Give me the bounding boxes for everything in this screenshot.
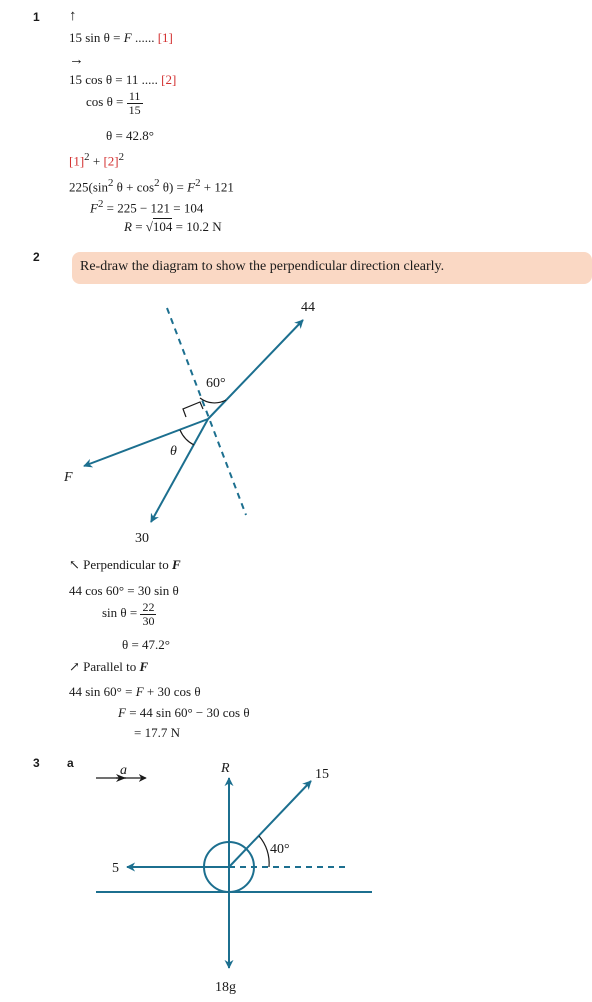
perpendicular-dashed-line (167, 308, 246, 515)
q1-combine: $[1]^2 + [2]^2$ (69, 151, 125, 169)
q3-force-diagram (96, 761, 372, 995)
question-number-3: 3 (33, 756, 40, 770)
force-44-arrow (208, 320, 303, 419)
q2-force-diagram (63, 300, 315, 546)
question-number-2: 2 (33, 250, 40, 264)
right-angle-marker (183, 402, 203, 417)
q1-equation-1: 15 sin θ = F ...... [1] (69, 30, 173, 45)
angle-theta-arc (180, 430, 194, 445)
part-a-label: a (67, 756, 74, 770)
question-number-1: 1 (33, 10, 40, 24)
q1-f-squared: $F^2 = 225 - 121 = 104$ (90, 198, 204, 216)
label-44: 44 (301, 300, 315, 315)
label-30: 30 (135, 531, 149, 546)
label-18g: 18g (215, 980, 236, 995)
q2-par-equation-1: 44 sin 60° = F + 30 cos θ (69, 684, 201, 699)
perpendicular-heading: ↖ Perpendicular to F (69, 557, 181, 572)
q2-perp-equation: 44 cos 60° = 30 sin θ (69, 583, 179, 598)
q1-cos-fraction: cos θ = $\frac{11}{15}$ (86, 89, 141, 117)
label-5: 5 (112, 861, 119, 876)
label-60-degrees: 60° (206, 376, 226, 391)
angle-40-arc (259, 836, 269, 867)
up-arrow: ↑ (69, 8, 77, 24)
label-f: F (64, 470, 73, 485)
label-theta: θ (170, 444, 177, 459)
q1-expand: $225(\sin^2$ $\theta + \cos^2 \theta) = F^2 + 121$ (69, 177, 234, 195)
q2-theta-result: θ = 47.2° (122, 637, 171, 652)
right-arrow: → (69, 52, 84, 68)
tip-note: Re-draw the diagram to show the perpendicular direction clearly. (72, 252, 592, 284)
q1-theta-result: θ = 42.8° (106, 128, 155, 143)
q1-r-result: R = √104 = 10.2 N (124, 219, 222, 234)
force-30-arrow (151, 419, 208, 522)
label-r: R (221, 761, 230, 776)
label-15: 15 (315, 767, 329, 782)
q2-sin-fraction: sin θ = $\frac{22}{30}$ (102, 600, 155, 628)
label-a: a (120, 763, 127, 778)
q2-par-result: = 17.7 N (134, 725, 180, 740)
parallel-heading: ↗ Parallel to F (69, 659, 149, 674)
q1-equation-2: 15 cos θ = 11 ..... [2] (69, 72, 177, 87)
label-40-degrees: 40° (270, 842, 290, 857)
q2-par-equation-2: F = 44 sin 60° − 30 cos θ (118, 705, 250, 720)
